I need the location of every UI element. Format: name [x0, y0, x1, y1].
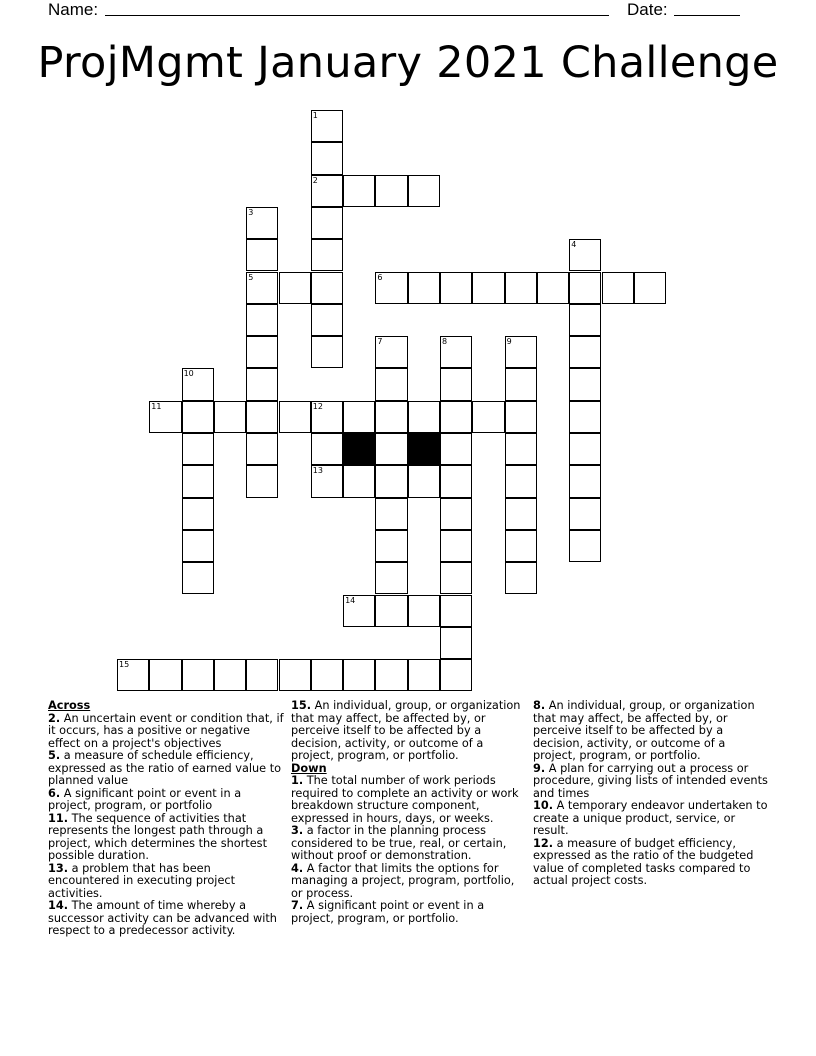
clue-column-2	[291, 700, 527, 925]
grid-cell[interactable]	[311, 110, 343, 142]
grid-cell[interactable]	[569, 433, 601, 465]
clue-item: 4. A factor that limits the options for managing a project, program, portfolio, or process.	[291, 861, 515, 900]
grid-cell[interactable]	[569, 304, 601, 336]
grid-cell[interactable]	[505, 433, 537, 465]
grid-cell[interactable]	[408, 465, 440, 497]
clue-column-3	[533, 700, 769, 888]
grid-cell[interactable]	[279, 272, 311, 304]
clue-section-heading: Down	[291, 761, 327, 775]
clue-number: 14	[345, 595, 356, 605]
grid-cell[interactable]	[343, 175, 375, 207]
grid-cell[interactable]	[149, 659, 181, 691]
grid-cell[interactable]	[311, 401, 343, 433]
grid-cell[interactable]	[569, 401, 601, 433]
grid-cell[interactable]	[602, 272, 634, 304]
grid-cell[interactable]	[311, 465, 343, 497]
date-label: Date:	[627, 0, 668, 19]
grid-cell[interactable]	[246, 433, 278, 465]
grid-cell[interactable]	[375, 595, 407, 627]
grid-cell[interactable]	[343, 401, 375, 433]
grid-cell[interactable]	[343, 659, 375, 691]
clue-item-number: 5.	[48, 749, 61, 762]
clue-item-number: 8.	[533, 699, 546, 712]
grid-cell[interactable]	[375, 465, 407, 497]
clue-item-number: 3.	[291, 824, 304, 837]
grid-cell[interactable]	[182, 562, 214, 594]
clue-column-1	[48, 700, 284, 938]
grid-cell[interactable]	[246, 272, 278, 304]
grid-cell[interactable]	[505, 401, 537, 433]
clue-item-number: 7.	[291, 899, 304, 912]
grid-cell[interactable]	[246, 465, 278, 497]
grid-cell[interactable]	[408, 401, 440, 433]
clue-item: 13. a problem that has been encountered in executing project activities.	[48, 861, 236, 900]
grid-cell[interactable]	[246, 304, 278, 336]
clue-item: 9. A plan for carrying out a process or procedure, giving lists of intended events and times	[533, 761, 768, 800]
grid-cell[interactable]	[311, 304, 343, 336]
grid-cell[interactable]	[182, 530, 214, 562]
clue-item-number: 6.	[48, 786, 61, 800]
clue-item: 3. a factor in the planning process considered to be true, real, or certain, without proof or demonstration.	[291, 824, 507, 862]
clue-number: 13	[312, 466, 323, 476]
clue-number: 11	[151, 401, 162, 411]
clue-item: 1. The total number of work periods required to complete an activity or work breakdown structure component, expressed in hours, days, or weeks.	[291, 774, 519, 825]
grid-cell[interactable]	[182, 368, 214, 400]
grid-cell[interactable]	[505, 272, 537, 304]
clue-item-number: 1.	[291, 774, 304, 787]
clue-number: 8	[442, 337, 448, 347]
grid-cell[interactable]	[440, 336, 472, 368]
grid-cell[interactable]	[311, 433, 343, 465]
grid-cell[interactable]	[440, 498, 472, 530]
grid-cell[interactable]	[311, 207, 343, 239]
name-label: Name:	[48, 0, 99, 19]
grid-cell[interactable]	[472, 272, 504, 304]
grid-cell[interactable]	[311, 175, 343, 207]
grid-cell[interactable]	[505, 562, 537, 594]
grid-cell[interactable]	[375, 401, 407, 433]
clue-item-number: 15.	[291, 699, 312, 712]
grid-cell[interactable]	[505, 368, 537, 400]
blocked-cell	[343, 433, 375, 465]
clue-item-number: 14.	[48, 899, 69, 912]
grid-cell[interactable]	[375, 368, 407, 400]
grid-cell[interactable]	[569, 498, 601, 530]
grid-cell[interactable]	[149, 401, 181, 433]
grid-cell[interactable]	[440, 272, 472, 304]
grid-cell[interactable]	[569, 465, 601, 497]
grid-cell[interactable]	[246, 368, 278, 400]
grid-cell[interactable]	[440, 465, 472, 497]
grid-cell[interactable]	[375, 272, 407, 304]
clue-item-number: 12.	[533, 836, 554, 850]
clue-item-number: 2.	[48, 711, 61, 725]
clue-item: 14. The amount of time whereby a successor activity can be advanced with respect to a predecessor activity.	[48, 899, 277, 937]
grid-cell[interactable]	[440, 401, 472, 433]
grid-cell[interactable]	[246, 207, 278, 239]
blocked-cell	[408, 433, 440, 465]
grid-cell[interactable]	[311, 272, 343, 304]
clue-item: 12. a measure of budget efficiency, expressed as the ratio of the budgeted value of completed tasks compared to actual project costs.	[533, 836, 754, 887]
grid-cell[interactable]	[246, 401, 278, 433]
grid-cell[interactable]	[408, 595, 440, 627]
clue-item-number: 9.	[533, 761, 546, 775]
grid-cell[interactable]	[375, 175, 407, 207]
clue-number: 2	[312, 175, 318, 185]
grid-cell[interactable]	[343, 595, 375, 627]
grid-cell[interactable]	[214, 401, 246, 433]
grid-cell[interactable]	[472, 401, 504, 433]
grid-cell[interactable]	[182, 465, 214, 497]
grid-cell[interactable]	[246, 239, 278, 271]
clue-number: 7	[377, 337, 383, 347]
clue-number: 12	[312, 401, 323, 411]
clue-number: 5	[248, 272, 254, 282]
grid-cell[interactable]	[569, 239, 601, 271]
clue-item: 5. a measure of schedule efficiency, expressed as the ratio of earned value to planned value	[48, 749, 282, 787]
page-title: ProjMgmt January 2021 Challenge	[37, 38, 779, 88]
grid-cell[interactable]	[375, 498, 407, 530]
grid-cell[interactable]	[505, 465, 537, 497]
clue-section-heading: Across	[48, 699, 91, 712]
grid-cell[interactable]	[279, 659, 311, 691]
grid-cell[interactable]	[440, 627, 472, 659]
grid-cell[interactable]	[311, 142, 343, 174]
grid-cell[interactable]	[569, 336, 601, 368]
grid-cell[interactable]	[311, 336, 343, 368]
clue-number: 9	[506, 337, 512, 347]
clue-number: 10	[183, 369, 194, 379]
grid-cell[interactable]	[440, 595, 472, 627]
grid-cell[interactable]	[408, 272, 440, 304]
clue-item-number: 4.	[291, 861, 304, 875]
clue-item: 11. The sequence of activities that represents the longest path through a project, which determines the shortest possible duration.	[48, 811, 267, 862]
grid-cell[interactable]	[182, 433, 214, 465]
grid-cell[interactable]	[537, 272, 569, 304]
clue-item-number: 10.	[533, 799, 554, 812]
grid-cell[interactable]	[117, 659, 149, 691]
grid-cell[interactable]	[440, 659, 472, 691]
grid-cell[interactable]	[505, 498, 537, 530]
clue-number: 4	[571, 240, 577, 250]
grid-cell[interactable]	[505, 336, 537, 368]
grid-cell[interactable]	[569, 368, 601, 400]
clue-item: 6. A significant point or event in a project, program, or portfolio	[48, 786, 242, 812]
clue-number: 3	[248, 207, 254, 217]
grid-cell[interactable]	[343, 465, 375, 497]
grid-cell[interactable]	[182, 401, 214, 433]
grid-cell[interactable]	[214, 659, 246, 691]
grid-cell[interactable]	[182, 498, 214, 530]
grid-cell[interactable]	[375, 530, 407, 562]
grid-cell[interactable]	[505, 530, 537, 562]
grid-cell[interactable]	[182, 659, 214, 691]
grid-cell[interactable]	[375, 659, 407, 691]
grid-cell[interactable]	[634, 272, 666, 304]
grid-cell[interactable]	[569, 530, 601, 562]
clue-item: 8. An individual, group, or organization that may affect, be affected by, or perceive itself to be affected by a decision, activity, or outcome of a project, program, or portfolio.	[533, 699, 755, 762]
clue-item-number: 13.	[48, 861, 69, 875]
grid-cell[interactable]	[440, 562, 472, 594]
clue-item: 10. A temporary endeavor undertaken to create a unique product, service, or result.	[533, 799, 768, 837]
grid-cell[interactable]	[246, 659, 278, 691]
clue-item-number: 11.	[48, 811, 69, 825]
clue-number: 1	[312, 111, 318, 120]
clue-item: 2. An uncertain event or condition that, if it occurs, has a positive or negative effect on a project's objectives	[48, 711, 284, 750]
grid-cell[interactable]	[375, 562, 407, 594]
clue-item: 15. An individual, group, or organization that may affect, be affected by, or perceive itself to be affected by a decision, activity, or outcome of a project, program, or portfolio.	[291, 699, 521, 762]
grid-cell[interactable]	[440, 530, 472, 562]
grid-cell[interactable]	[440, 368, 472, 400]
clue-item: 7. A significant point or event in a project, program, or portfolio.	[291, 899, 485, 925]
clue-number: 6	[377, 272, 383, 282]
grid-cell[interactable]	[311, 659, 343, 691]
grid-cell[interactable]	[440, 433, 472, 465]
grid-cell[interactable]	[311, 239, 343, 271]
grid-cell[interactable]	[375, 433, 407, 465]
clue-number: 15	[119, 660, 130, 670]
grid-cell[interactable]	[408, 659, 440, 691]
grid-cell[interactable]	[246, 336, 278, 368]
grid-cell[interactable]	[569, 272, 601, 304]
grid-cell[interactable]	[375, 336, 407, 368]
grid-cell[interactable]	[408, 175, 440, 207]
grid-cell[interactable]	[279, 401, 311, 433]
